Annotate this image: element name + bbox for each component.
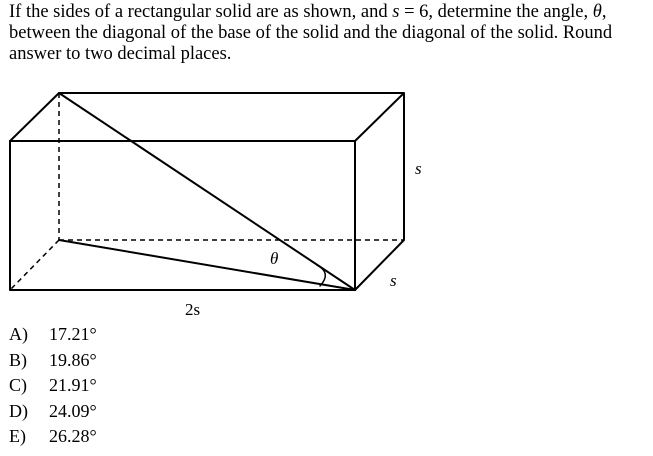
answer-choices [9, 322, 97, 450]
hidden-depth-edge [10, 240, 59, 290]
choice-c[interactable]: C) 21.91° [9, 375, 97, 395]
choice-a[interactable]: A) 17.21° [9, 324, 97, 344]
height-label: s [415, 159, 422, 178]
choice-d[interactable]: D) 24.09° [9, 400, 97, 421]
question-text: If the sides of a rectangular solid are as shown, and s = 6, determine the angle, θ, between the diagonal of the base of the solid and the diagonal of the solid. Round answer to two decimal places. [9, 2, 613, 64]
choice-b[interactable]: B) 19.86° [9, 349, 97, 370]
front-face [10, 141, 355, 290]
solid-diagonal [59, 93, 355, 290]
depth-label: s [390, 271, 397, 290]
length-label: 2s [185, 300, 201, 319]
angle-label: θ [270, 249, 279, 268]
base-diagonal [59, 240, 355, 290]
choice-e[interactable]: E) 26.28° [9, 426, 97, 446]
